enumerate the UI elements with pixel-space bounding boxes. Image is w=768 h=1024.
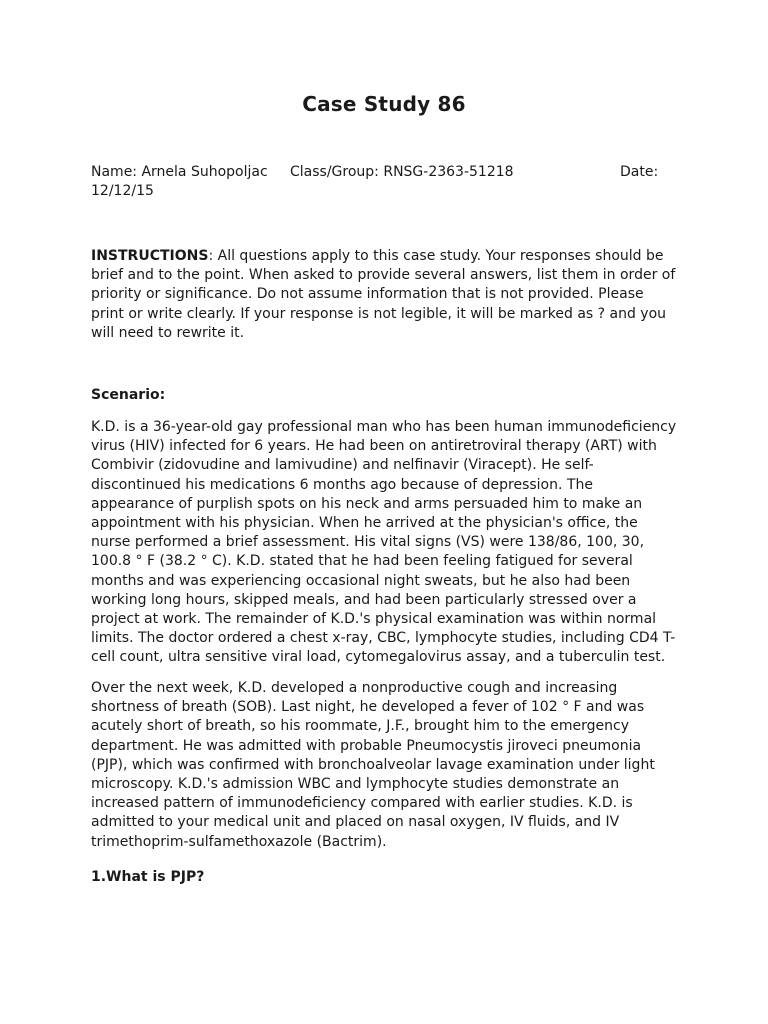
scenario-heading: Scenario: <box>91 387 166 403</box>
instructions-label: INSTRUCTIONS <box>91 248 209 264</box>
student-name: Name: Arnela Suhopoljac <box>91 164 268 180</box>
scenario-paragraph-1: K.D. is a 36-year-old gay professional man who has been human immunodeficiency virus (HIV) infected for 6 years. He had been on antiretroviral therapy (ART) with Combivir (zidovudine and lamivudine) and nelfinavir (Viracept). He self-discontinued his medications 6 months ago because of depression. The appearance of purplish spots on his neck and arms persuaded him to make an appointment with his physician. When he arrived at the physician's office, the nurse performed a brief assessment. His vital signs (VS) were 138/86, 100, 30, 100.8 ° F (38.2 ° C). K.D. stated that he had been feeling fatigued for several months and was experiencing occasional night sweats, but he also had been working long hours, skipped meals, and had been particularly stressed over a project at work. The remainder of K.D.'s physical examination was within normal limits. The doctor ordered a chest x-ray, CBC, lymphocyte studies, including CD4 T-cell count, ultra sensitive viral load, cytomegalovirus assay, and a tuberculin test. <box>91 419 677 666</box>
student-info-row <box>91 163 671 182</box>
question-1: 1.What is PJP? <box>91 869 205 885</box>
date-label: Date: <box>620 164 659 180</box>
date-value: 12/12/15 <box>91 183 154 199</box>
scenario-paragraph-2: Over the next week, K.D. developed a nonproductive cough and increasing shortness of breath (SOB). Last night, he developed a fever of 102 ° F and was acutely short of breath, so his roommate, J.F., brought him to the emergency department. He was admitted with probable Pneumocystis jiroveci pneumonia (PJP), which was confirmed with bronchoalveolar lavage examination under light microscopy. K.D.'s admission WBC and lymphocyte studies demonstrate an increased pattern of immunodeficiency compared with earlier studies. K.D. is admitted to your medical unit and placed on nasal oxygen, IV fluids, and IV trimethoprim-sulfamethoxazole (Bactrim). <box>91 680 655 850</box>
document-title: Case Study 86 <box>302 92 466 116</box>
class-group: Class/Group: RNSG-2363-51218 <box>290 164 514 180</box>
instructions-paragraph <box>91 247 677 343</box>
instructions-text: : All questions apply to this case study. Your responses should be brief and to the point. When asked to provide several answers, list them in order of priority or significance. Do not assume information that is not provided. Please print or write clearly. If your response is not legible, it will be marked as ? and you will need to rewrite it. <box>91 248 676 341</box>
student-info <box>91 163 671 201</box>
